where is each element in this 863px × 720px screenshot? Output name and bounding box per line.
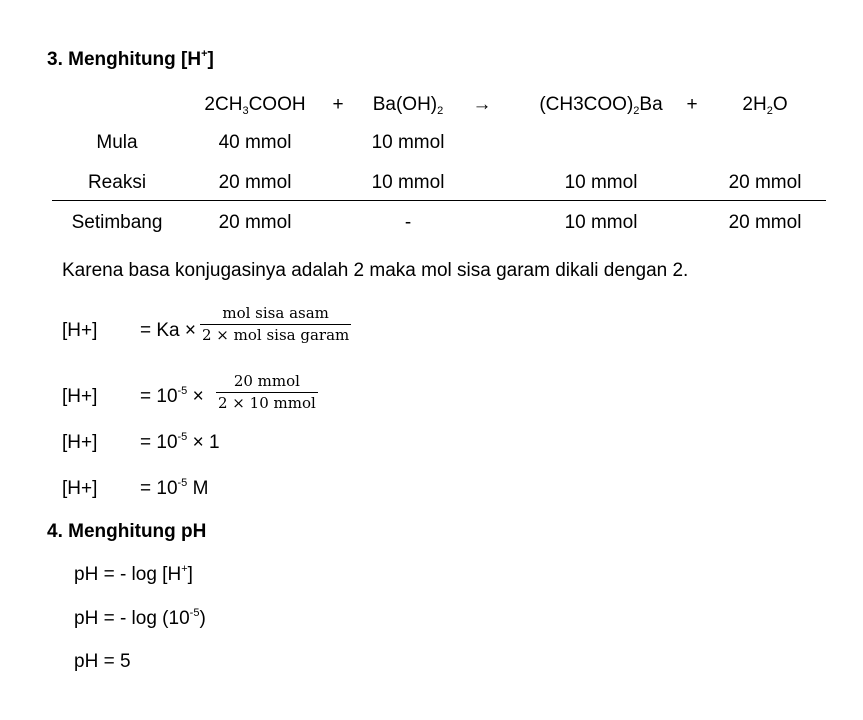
h-substitution-fraction [216,374,318,411]
reactant-barium-hydroxide: $Ba(OH)_2$ [372,94,444,117]
reactant-acetic-acid: $2CH_3COOH$ [204,94,306,117]
cell-reaksi-base: 10 mmol [371,172,445,193]
section-4-title: 4. Menghitung pH [47,521,207,542]
h-formula-prefix: = Ka × [140,320,196,341]
product-barium-acetate: $(CH3COO)_2Ba$ [539,94,663,117]
cell-mula-base: 10 mmol [371,132,445,153]
h-simplified: = $10^{-5} \times 1$ [140,431,220,453]
reaction-arrow: → [472,94,492,115]
cell-setimbang-water: 20 mmol [728,212,802,233]
h-result: = $10^{-5}$ M [140,477,209,499]
cell-reaksi-water: 20 mmol [728,172,802,193]
ph-substitution: pH = - $\log (10^{-5})$ [74,607,206,629]
h-label: [H+] [62,386,98,407]
plus-sign: + [332,94,344,115]
table-divider [52,200,826,201]
cell-reaksi-acid: 20 mmol [218,172,292,193]
section-3-title: 3. Menghitung [H+] [47,48,214,70]
row-label-setimbang: Setimbang [71,212,163,233]
row-label-mula: Mula [96,132,138,153]
fraction-denominator: 2 × 10 mmol [218,394,316,412]
row-label-reaksi: Reaksi [87,172,147,193]
h-label: [H+] [62,478,98,499]
cell-setimbang-acid: 20 mmol [218,212,292,233]
ph-result: pH = 5 [74,651,131,672]
product-water: $2H_2O$ [742,94,788,117]
fraction-denominator: 2 × mol sisa garam [202,326,350,344]
h-substitution-prefix: = $10^{-5}$ × [140,385,204,407]
cell-mula-acid: 40 mmol [218,132,292,153]
h-formula-fraction [200,306,351,343]
h-label: [H+] [62,432,98,453]
cell-setimbang-base: - [404,212,412,233]
cell-reaksi-salt: 10 mmol [564,172,638,193]
fraction-numerator: 20 mmol [216,374,318,393]
plus-sign: + [686,94,698,115]
h-label: [H+] [62,320,98,341]
explanation-note: Karena basa konjugasinya adalah 2 maka mol sisa garam dikali dengan 2. [62,260,689,281]
fraction-numerator: mol sisa asam [200,306,351,325]
ph-formula: pH = - log [H+] [74,563,193,585]
cell-setimbang-salt: 10 mmol [564,212,638,233]
